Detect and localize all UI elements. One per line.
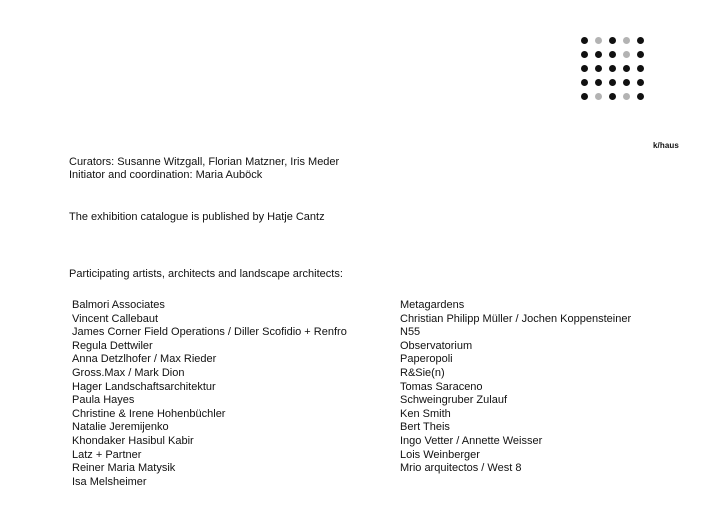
participant-name: James Corner Field Operations / Diller Scofidio + Renfro bbox=[72, 326, 347, 339]
initiator-line: Initiator and coordination: Maria Auböck bbox=[69, 169, 263, 181]
participants-list-right bbox=[400, 299, 631, 476]
logo-dot-icon bbox=[637, 79, 644, 86]
logo-dot-icon bbox=[595, 65, 602, 72]
participant-name: Hager Landschaftsarchitektur bbox=[72, 380, 216, 393]
logo-dot-icon bbox=[595, 79, 602, 86]
participants-list-left bbox=[72, 299, 347, 489]
publisher-note: The exhibition catalogue is published by Hatje Cantz bbox=[69, 211, 325, 223]
participant-name: Ingo Vetter / Annette Weisser bbox=[400, 434, 543, 447]
participant-name: Tomas Saraceno bbox=[400, 380, 483, 393]
participant-name: Christian Philipp Müller / Jochen Koppensteiner bbox=[400, 312, 632, 325]
logo-dot-icon bbox=[623, 65, 630, 72]
logo-dot-icon bbox=[609, 65, 616, 72]
participant-name: Bert Theis bbox=[400, 421, 450, 434]
logo-dot-icon bbox=[609, 51, 616, 58]
participant-name: Paula Hayes bbox=[72, 394, 135, 407]
logo-dot-icon bbox=[581, 93, 588, 100]
logo-dot-icon bbox=[609, 37, 616, 44]
participant-name: Balmori Associates bbox=[72, 299, 165, 311]
participant-name: Reiner Maria Matysik bbox=[72, 462, 176, 475]
participant-name: Observatorium bbox=[400, 339, 473, 352]
participant-name: Khondaker Hasibul Kabir bbox=[72, 434, 194, 447]
participant-name: Metagardens bbox=[400, 299, 465, 311]
logo-dot-icon bbox=[595, 51, 602, 58]
logo-dot-icon bbox=[637, 93, 644, 100]
participant-name: Paperopoli bbox=[400, 353, 453, 366]
participant-name: Christine & Irene Hohenbüchler bbox=[72, 407, 226, 420]
logo-text: k/haus bbox=[653, 141, 679, 150]
participant-name: R&Sie(n) bbox=[400, 366, 445, 379]
logo-dot-icon bbox=[595, 37, 602, 44]
logo-dot-icon bbox=[637, 65, 644, 72]
logo-dot-icon bbox=[595, 93, 602, 100]
participant-name: Schweingruber Zulauf bbox=[400, 394, 508, 407]
logo-dot-icon bbox=[609, 79, 616, 86]
participant-name: Regula Dettwiler bbox=[72, 339, 153, 352]
participant-name: Ken Smith bbox=[400, 407, 451, 420]
logo-dot-icon bbox=[581, 79, 588, 86]
credits-block bbox=[69, 156, 339, 182]
participant-name: Vincent Callebaut bbox=[72, 312, 159, 325]
participant-name: Lois Weinberger bbox=[400, 448, 480, 461]
participant-name: Latz + Partner bbox=[72, 448, 142, 461]
participant-name: Mrio arquitectos / West 8 bbox=[400, 462, 522, 475]
logo-dot-icon bbox=[609, 93, 616, 100]
logo-dot-icon bbox=[623, 93, 630, 100]
participants-heading: Participating artists, architects and landscape architects: bbox=[69, 268, 343, 280]
logo-dot-icon bbox=[581, 51, 588, 58]
participant-name: Gross.Max / Mark Dion bbox=[72, 366, 185, 379]
logo-dot-icon bbox=[623, 79, 630, 86]
logo-dot-icon bbox=[623, 37, 630, 44]
participant-name: Natalie Jeremijenko bbox=[72, 421, 169, 434]
participant-name: Anna Detzlhofer / Max Rieder bbox=[72, 353, 217, 366]
participant-name: Isa Melsheimer bbox=[72, 475, 147, 488]
logo-dot-icon bbox=[637, 37, 644, 44]
khaus-logo bbox=[581, 37, 679, 150]
logo-dot-icon bbox=[581, 37, 588, 44]
participant-name: N55 bbox=[400, 326, 421, 339]
logo-dot-icon bbox=[581, 65, 588, 72]
logo-dot-grid bbox=[581, 37, 644, 100]
curators-line: Curators: Susanne Witzgall, Florian Matzner, Iris Meder bbox=[69, 156, 340, 168]
logo-dot-icon bbox=[623, 51, 630, 58]
logo-dot-icon bbox=[637, 51, 644, 58]
